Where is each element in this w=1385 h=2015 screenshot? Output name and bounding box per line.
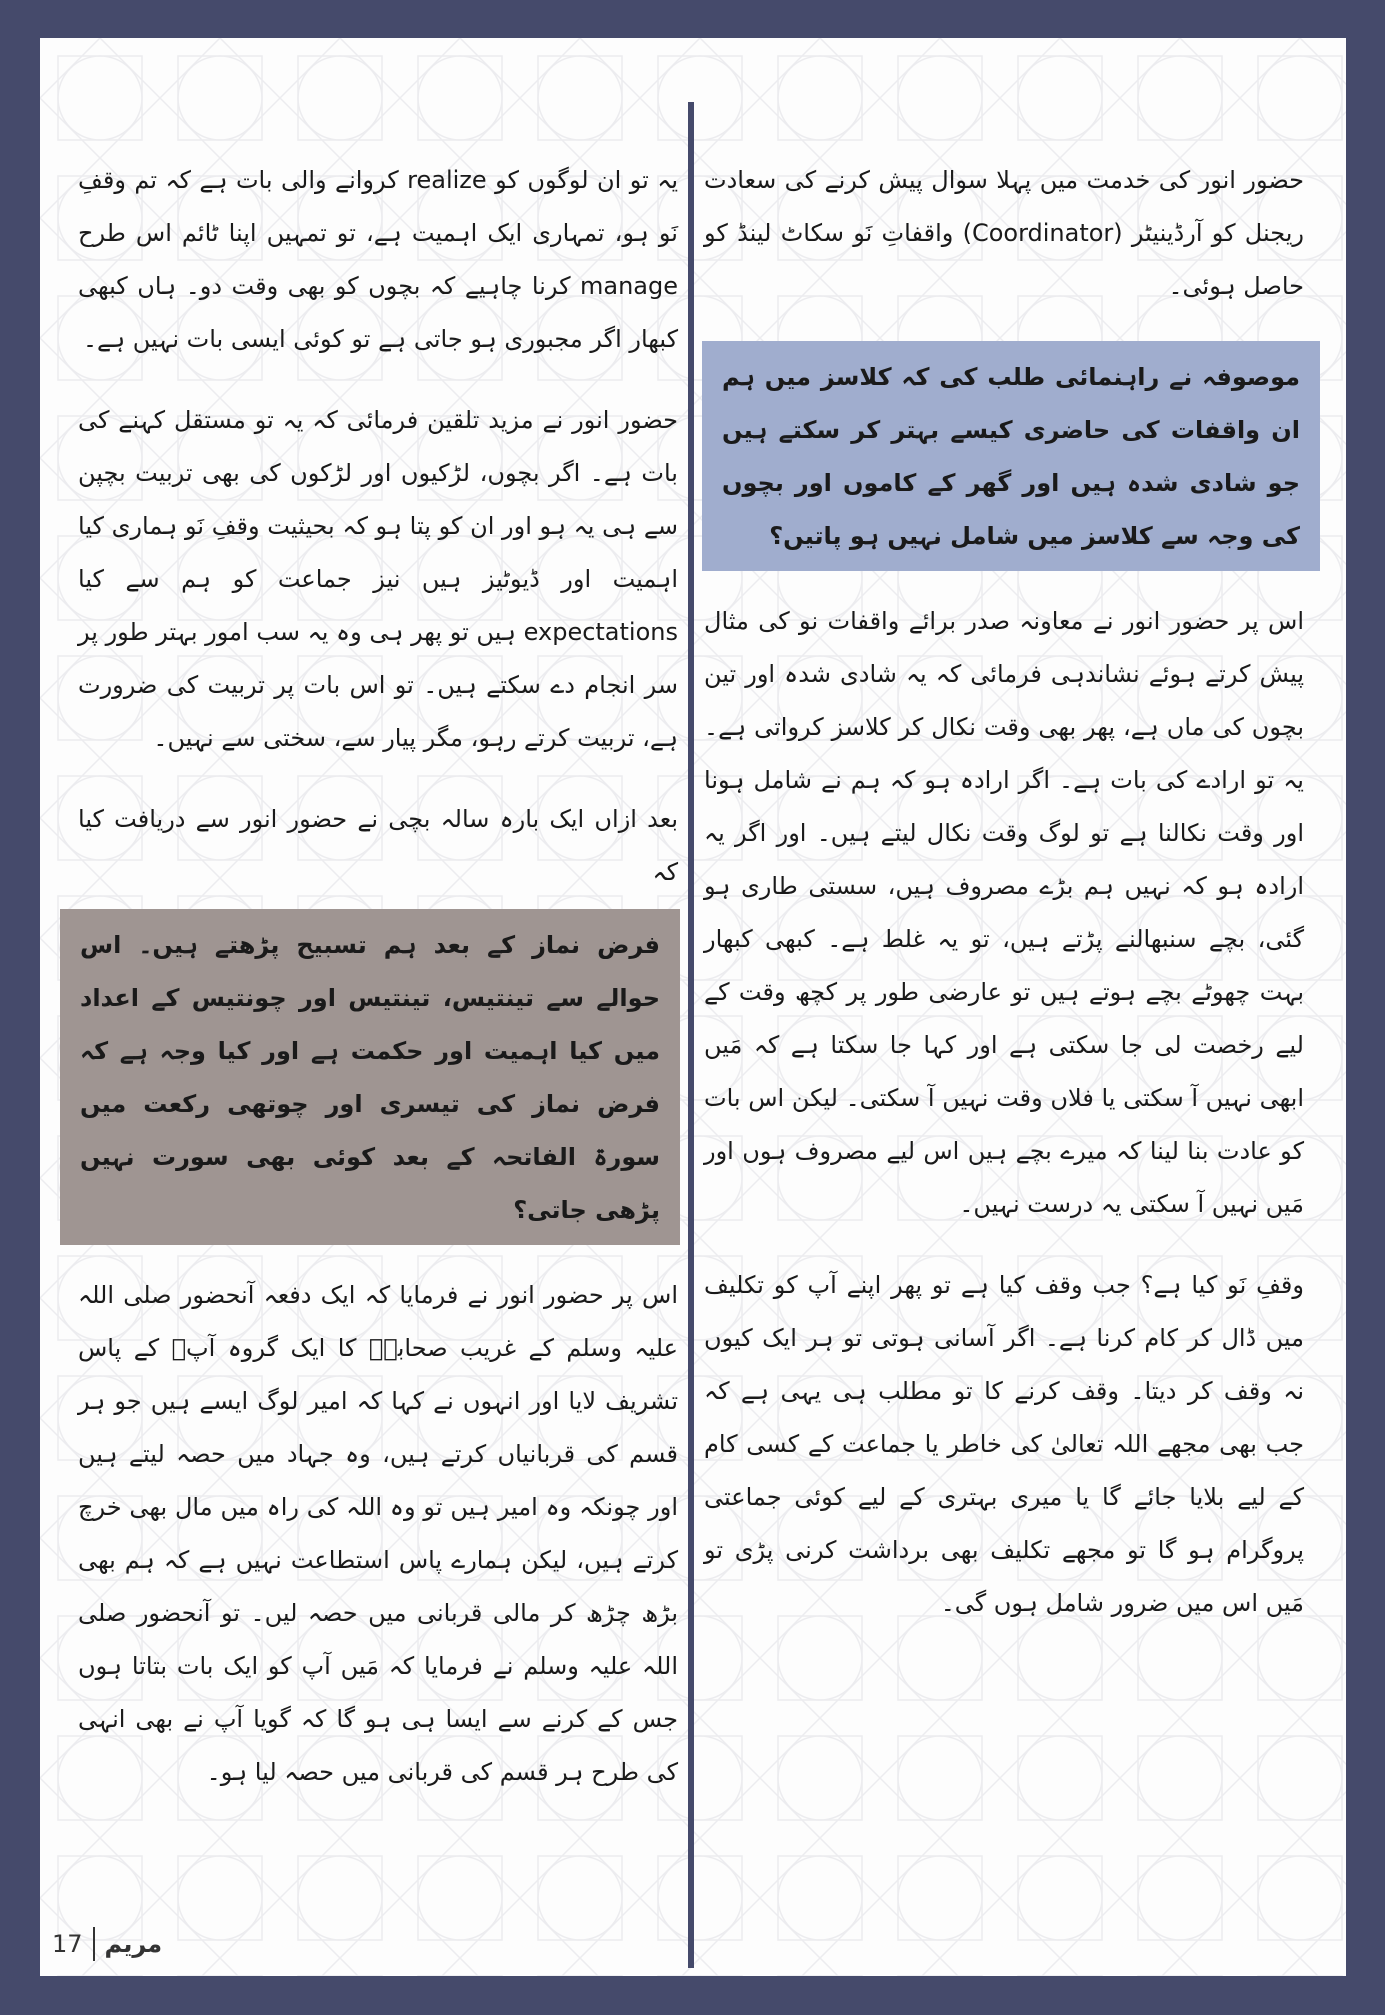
paragraph: بعد ازاں ایک بارہ سالہ بچی نے حضور انور سے دریافت کیا کہ [78, 805, 678, 886]
paragraph: یہ تو ان لوگوں کو realize کروانے والی بات ہے کہ تم وقفِ نَو ہو، تمہاری ایک اہمیت ہے، تو تمہیں اپنا ٹائم اس طرح manage کرنا چاہیے کہ بچوں کو بھی وقت دو۔ ہاں کبھی کبھار اگر مجبوری ہو جاتی ہے تو کوئی ایسی بات نہیں ہے۔ [78, 166, 678, 353]
magazine-page [40, 38, 1346, 1976]
left-column [78, 154, 678, 1827]
page-number: 17 [52, 1930, 83, 1958]
question-text: فرض نماز کے بعد ہم تسبیح پڑھتے ہیں۔ اس حوالے سے تینتیس، تینتیس اور چونتیس کے اعداد میں کیا اہمیت اور حکمت ہے اور کیا وجہ ہے کہ فرض نماز کی تیسری اور چوتھی رکعت میں سورۃ الفاتحہ کے بعد کوئی بھی سورت نہیں پڑھی جاتی؟ [80, 931, 660, 1224]
paragraph: حضور انور نے مزید تلقین فرمائی کہ یہ تو مستقل کہنے کی بات ہے۔ اگر بچوں، لڑکیوں اور لڑکوں کی بھی تربیت بچپن سے ہی یہ ہو اور ان کو پتا ہو کہ بحیثیت وقفِ نَو ہماری کیا اہمیت اور ڈیوٹیز ہیں نیز جماعت کو ہم سے کیا expectations ہیں تو پھر ہی وہ یہ سب امور بہتر طور پر سر انجام دے سکتے ہیں۔ تو اس بات پر تربیت کی ضرورت ہے، تربیت کرتے رہو، مگر پیار سے، سختی سے نہیں۔ [78, 406, 678, 752]
page-footer [52, 1924, 162, 1964]
magazine-name: مریم [104, 1930, 163, 1958]
question-box-taupe [60, 909, 680, 1245]
question-box-blue [702, 341, 1320, 571]
paragraph: حضور انور کی خدمت میں پہلا سوال پیش کرنے کی سعادت ریجنل کو آرڈینیٹر (Coordinator) واقفاتِ نَو سکاٹ لینڈ کو حاصل ہوئی۔ [704, 166, 1304, 300]
paragraph: اس پر حضور انور نے فرمایا کہ ایک دفعہ آنحضور صلی اللہ علیہ وسلم کے غریب صحابہؓ کا ایک گروہ آپؐ کے پاس تشریف لایا اور انہوں نے کہا کہ امیر لوگ ایسے ہیں جو ہر قسم کی قربانیاں کرتے ہیں، وہ جہاد میں حصہ لیتے ہیں اور چونکہ وہ امیر ہیں تو وہ اللہ کی راہ میں مال بھی خرچ کرتے ہیں، لیکن ہمارے پاس استطاعت نہیں ہے کہ ہم بھی بڑھ چڑھ کر مالی قربانی میں حصہ لیں۔ تو آنحضور صلی اللہ علیہ وسلم نے فرمایا کہ مَیں آپ کو ایک بات بتاتا ہوں جس کے کرنے سے ایسا ہی ہو گا کہ گویا آپ نے بھی انہی کی طرح ہر قسم کی قربانی میں حصہ لیا ہو۔ [78, 1281, 678, 1786]
paragraph: وقفِ نَو کیا ہے؟ جب وقف کیا ہے تو پھر اپنے آپ کو تکلیف میں ڈال کر کام کرنا ہے۔ اگر آسانی ہوتی تو ہر ایک کیوں نہ وقف کر دیتا۔ وقف کرنے کا تو مطلب ہی یہی ہے کہ جب بھی مجھے اللہ تعالیٰ کی خاطر یا جماعت کے کسی کام کے لیے بلایا جائے گا یا میری بہتری کے لیے کوئی جماعتی پروگرام ہو گا تو مجھے تکلیف بھی برداشت کرنی پڑی تو مَیں اس میں ضرور شامل ہوں گی۔ [704, 1271, 1304, 1617]
right-column [704, 154, 1304, 1658]
column-divider [688, 102, 694, 1968]
question-text: موصوفہ نے راہنمائی طلب کی کہ کلاسز میں ہم ان واقفات کی حاضری کیسے بہتر کر سکتے ہیں جو شادی شدہ ہیں اور گھر کے کاموں اور بچوں کی وجہ سے کلاسز میں شامل نہیں ہو پاتیں؟ [722, 363, 1300, 550]
footer-separator [93, 1927, 95, 1961]
paragraph: اس پر حضور انور نے معاونہ صدر برائے واقفات نو کی مثال پیش کرتے ہوئے نشاندہی فرمائی کہ یہ شادی شدہ اور تین بچوں کی ماں ہے، پھر بھی وقت نکال کر کلاسز کرواتی ہے۔ یہ تو ارادے کی بات ہے۔ اگر ارادہ ہو کہ ہم نے شامل ہونا اور وقت نکالنا ہے تو لوگ وقت نکال لیتے ہیں۔ اور اگر یہ ارادہ ہو کہ نہیں ہم بڑے مصروف ہیں، سستی طاری ہو گئی، بچے سنبھالنے پڑتے ہیں، تو یہ غلط ہے۔ کبھی کبھار بہت چھوٹے بچے ہوتے ہیں تو عارضی طور پر کچھ وقت کے لیے رخصت لی جا سکتی ہے اور کہا جا سکتا ہے کہ مَیں ابھی نہیں آ سکتی یا فلاں وقت نہیں آ سکتی۔ لیکن اس بات کو عادت بنا لینا کہ میرے بچے ہیں اس لیے مصروف ہوں اور مَیں نہیں آ سکتی یہ درست نہیں۔ [704, 607, 1304, 1218]
